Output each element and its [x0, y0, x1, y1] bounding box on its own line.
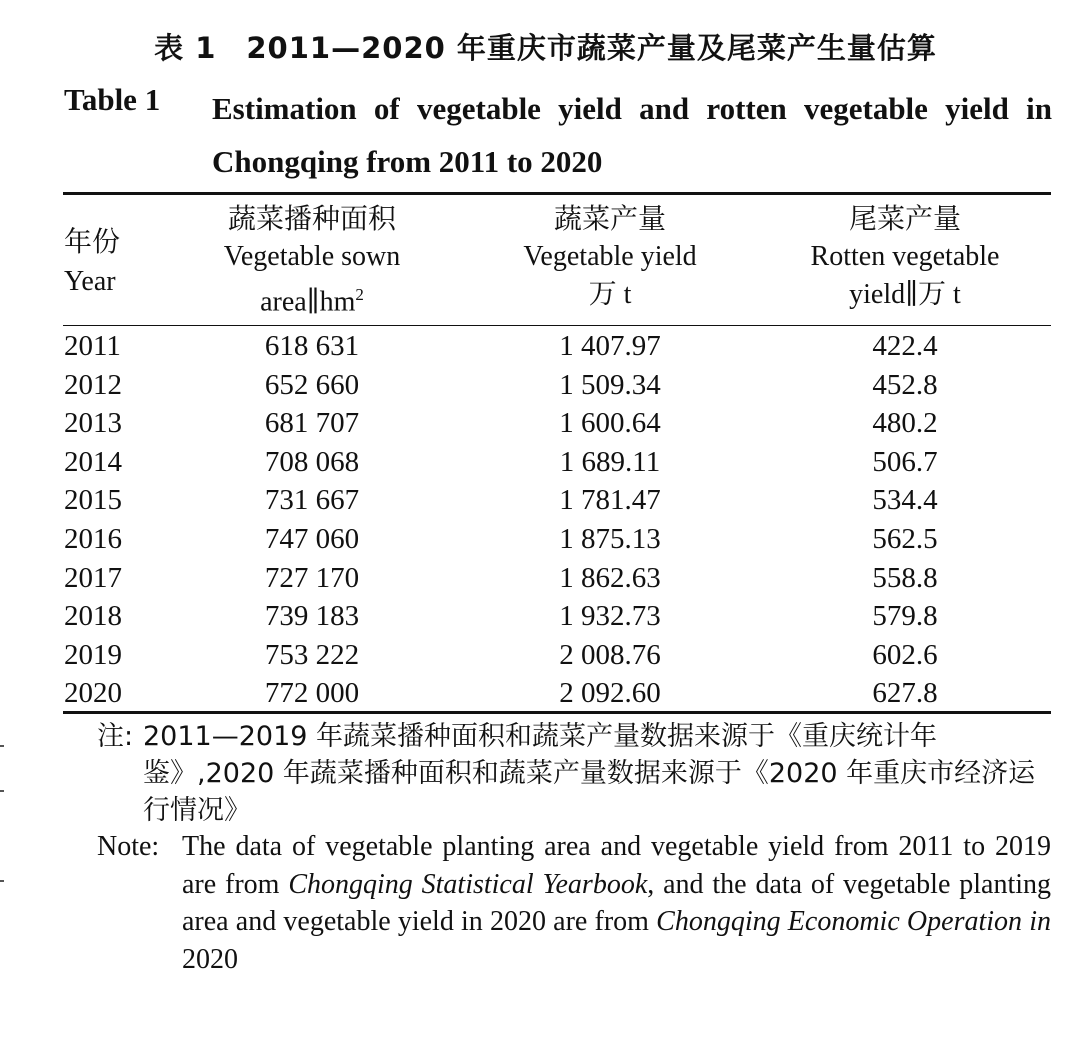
table-bottom-rule [63, 711, 1051, 714]
cell-year: 2018 [64, 600, 122, 633]
cell-area: 739 183 [264, 600, 360, 633]
table-row [0, 404, 1091, 443]
page-edge-mark [0, 790, 4, 792]
cell-rot: 506.7 [872, 445, 938, 478]
table-caption-cn: 表 1 2011—2020 年重庆市蔬菜产量及尾菜产生量估算 [154, 31, 937, 65]
header-rot-unit: yield∥万 t [849, 279, 961, 310]
header-vegetable-yield [500, 200, 720, 314]
cell-rot: 558.8 [872, 561, 938, 594]
header-area-cn: 蔬菜播种面积 [227, 202, 396, 235]
header-area-en: Vegetable sown [223, 241, 401, 272]
cell-rot: 422.4 [872, 330, 938, 362]
table-caption-en-text: Estimation of vegetable yield and rotten vegetable yield in Chongqing from 2011 to 2020 [212, 91, 1052, 179]
cell-rot: 452.8 [872, 368, 938, 401]
cell-veg: 2 008.76 [559, 638, 661, 671]
cell-veg: 1 407.97 [559, 330, 661, 362]
cell-area: 731 667 [264, 484, 360, 517]
table-row [0, 559, 1091, 598]
cell-area: 681 707 [264, 407, 360, 440]
cell-rot: 627.8 [872, 677, 938, 710]
note-cn-text: 2011—2019 年蔬菜播种面积和蔬菜产量数据来源于《重庆统计年鉴》,2020 年蔬菜播种面积和蔬菜产量数据来源于《2020 年重庆市经济运行情况》 [143, 721, 1036, 826]
table-row [0, 443, 1091, 482]
table-row [0, 366, 1091, 405]
cell-rot: 562.5 [872, 522, 938, 555]
cell-rot: 480.2 [872, 407, 938, 440]
table-header-rule [63, 325, 1051, 326]
page-edge-mark [0, 745, 4, 747]
cell-year: 2013 [64, 407, 122, 440]
cell-veg: 2 092.60 [559, 677, 661, 710]
cell-area: 652 660 [264, 368, 360, 401]
header-veg-unit: 万 t [588, 279, 632, 310]
table-row [0, 520, 1091, 559]
table-row [0, 481, 1091, 520]
cell-veg: 1 932.73 [559, 600, 661, 633]
note-en-label: Note: [97, 831, 160, 862]
header-year-cn: 年份 [64, 225, 121, 258]
cell-area: 618 631 [264, 330, 360, 362]
page-edge-mark [0, 880, 4, 882]
header-area-unit: area∥hm [260, 286, 356, 318]
header-veg-cn: 蔬菜产量 [553, 202, 666, 235]
header-rot-en: Rotten vegetable [810, 241, 1000, 272]
table-row [0, 327, 1091, 366]
cell-veg: 1 600.64 [559, 407, 661, 440]
cell-veg: 1 875.13 [559, 522, 661, 555]
cell-area: 753 222 [264, 638, 360, 671]
cell-rot: 534.4 [872, 484, 938, 517]
note-en-text [182, 828, 1051, 978]
table-row [0, 674, 1091, 713]
table-row [0, 597, 1091, 636]
cell-veg: 1 781.47 [559, 484, 661, 517]
table-row [0, 636, 1091, 675]
cell-area: 747 060 [264, 522, 360, 555]
cell-veg: 1 689.11 [559, 445, 661, 478]
cell-year: 2014 [64, 445, 122, 478]
note-en-source-2: Chongqing Economic Operation in [656, 906, 1052, 937]
header-veg-en: Vegetable yield [523, 241, 697, 272]
cell-rot: 602.6 [872, 638, 938, 671]
note-en-part1: The data of vegetable planting area and vegetable yield from 2011 to 2019 are from [182, 831, 1051, 900]
cell-year: 2016 [64, 522, 122, 555]
cell-year: 2017 [64, 561, 122, 594]
cell-area: 708 068 [264, 445, 360, 478]
header-area [212, 200, 412, 321]
cell-rot: 579.8 [872, 600, 938, 633]
header-year-en: Year [64, 266, 116, 297]
table-body [0, 327, 1091, 713]
cell-year: 2020 [64, 677, 122, 710]
header-area-sup: 2 [355, 285, 364, 304]
cell-veg: 1 509.34 [559, 368, 661, 401]
header-year [64, 222, 120, 302]
note-en-part2: , and the data of vegetable planting area and vegetable yield in 2020 are from [182, 868, 1051, 937]
header-rot-cn: 尾菜产量 [848, 202, 961, 235]
note-en-part3: 2020 [182, 943, 238, 975]
table-caption-en-label: Table 1 [64, 82, 161, 117]
header-rotten-yield [790, 200, 1020, 314]
cell-area: 772 000 [264, 677, 360, 710]
cell-area: 727 170 [264, 561, 360, 594]
cell-veg: 1 862.63 [559, 561, 661, 594]
note-en-source-1: Chongqing Statistical Yearbook [288, 868, 648, 900]
cell-year: 2015 [64, 484, 122, 517]
cell-year: 2012 [64, 368, 122, 401]
cell-year: 2011 [64, 330, 121, 362]
table-top-rule [63, 192, 1051, 195]
cell-year: 2019 [64, 638, 122, 671]
note-cn-label: 注: [97, 721, 134, 752]
